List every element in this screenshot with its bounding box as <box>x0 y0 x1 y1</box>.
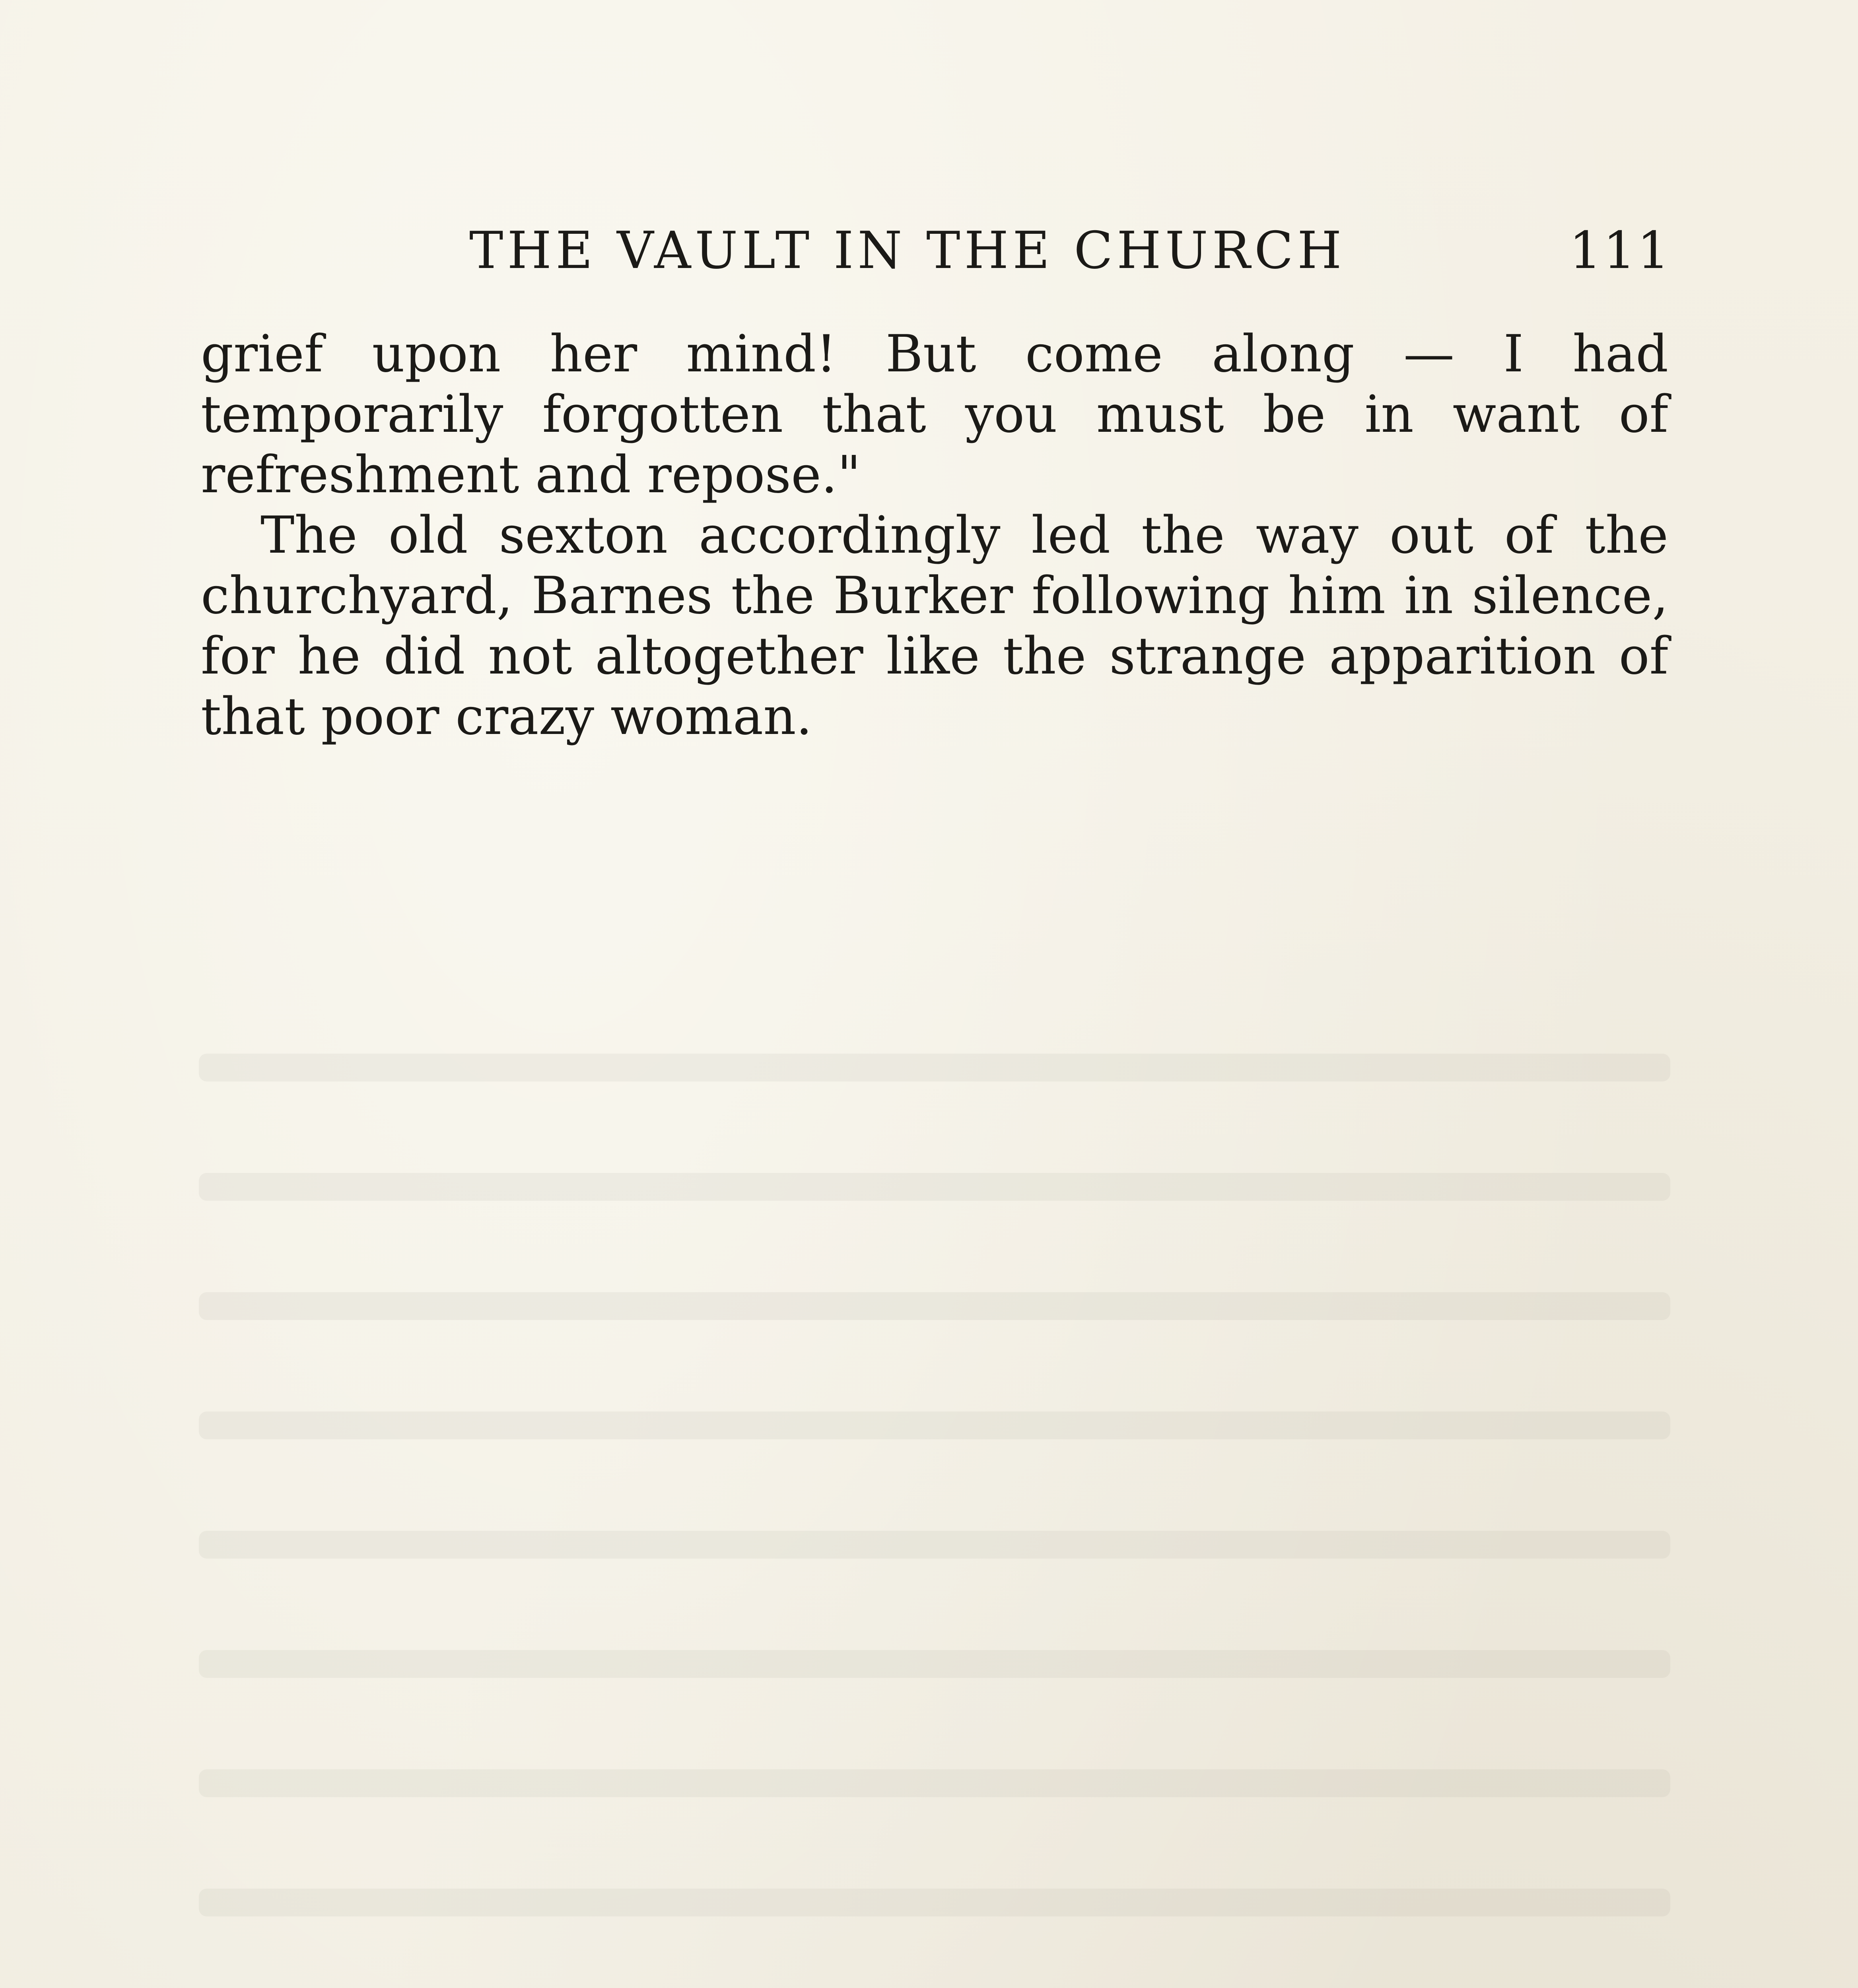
body-text <box>201 324 1668 747</box>
paragraph: grief upon her mind! But come along — I had temporarily forgotten that you must be in want of refreshment and repose." <box>201 324 1668 505</box>
bleed-through-line <box>199 1173 1670 1201</box>
bleed-through-line <box>199 1650 1670 1678</box>
running-header <box>469 221 1671 280</box>
bleed-through-line <box>199 1889 1670 1916</box>
running-title: THE VAULT IN THE CHURCH <box>469 221 1346 280</box>
bleed-through-line <box>199 1411 1670 1439</box>
bleed-through-line <box>199 1531 1670 1559</box>
bleed-through-line <box>199 1292 1670 1320</box>
paragraph: The old sexton accordingly led the way out of the churchyard, Barnes the Burker following him in silence, for he did not altogether like the strange apparition of that poor crazy woman. <box>201 506 1668 746</box>
bleed-through-line <box>199 1054 1670 1081</box>
bleed-through-line <box>199 1769 1670 1797</box>
page-number: 111 <box>1569 221 1671 280</box>
